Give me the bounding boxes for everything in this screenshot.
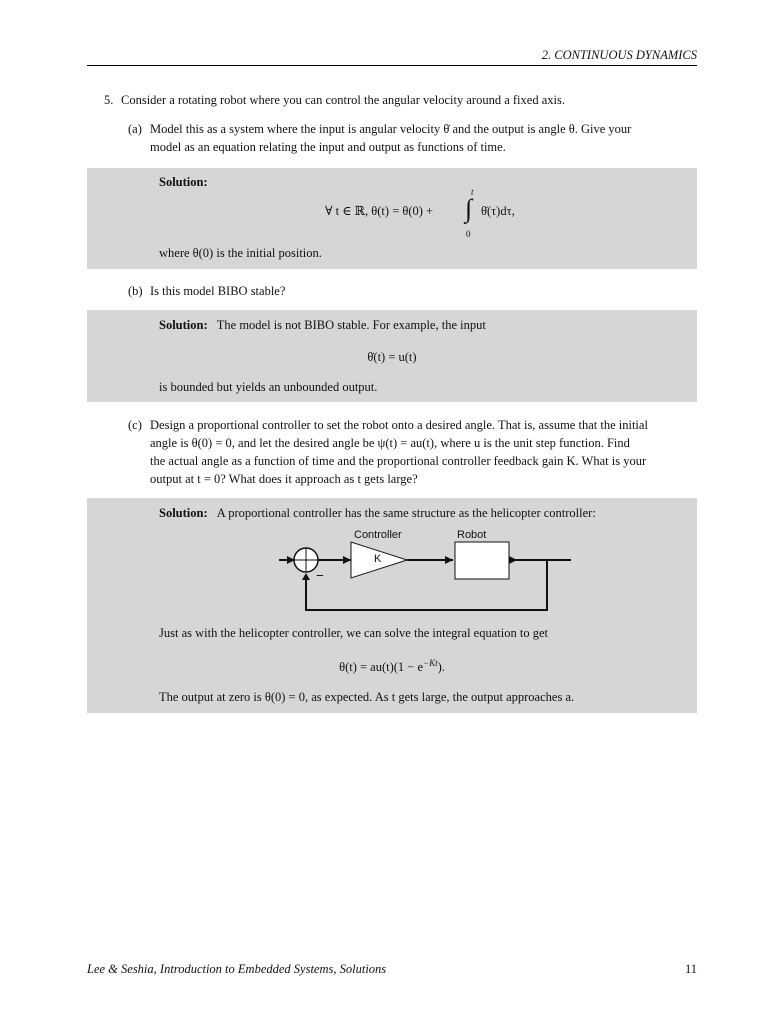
part-c-line1: Design a proportional controller to set the robot onto a desired angle. That is, assume that the initial	[150, 418, 648, 432]
minus-sign: −	[316, 569, 324, 584]
robot-block	[455, 542, 509, 579]
feedback-path	[306, 560, 547, 610]
part-b-question: Is this model BIBO stable?	[150, 284, 286, 298]
controller-arrowhead	[343, 556, 351, 564]
part-a-line2: model as an equation relating the input and output as functions of time.	[150, 140, 506, 154]
solution-c-label: Solution:	[159, 506, 208, 520]
running-header: 2. CONTINUOUS DYNAMICS	[541, 48, 697, 62]
solution-c-conclusion: The output at zero is θ(0) = 0, as expected. As t gets large, the output approaches a.	[159, 690, 575, 704]
integral-lower-limit: 0	[466, 229, 471, 239]
solution-box-c	[87, 498, 697, 713]
solution-b-text: The model is not BIBO stable. For example, the input	[216, 318, 486, 332]
feedback-arrowhead	[302, 573, 310, 580]
header-rule	[87, 65, 697, 66]
problem-number: 5.	[104, 93, 114, 107]
part-c-label: (c)	[128, 418, 142, 432]
feedback-block-diagram	[87, 498, 697, 618]
solution-b-line	[159, 316, 486, 334]
equation-a-rhs: θ̇(τ)dτ,	[481, 204, 515, 218]
equation-c-exponent: −Kt	[423, 658, 438, 668]
integral-sign: ∫	[465, 194, 473, 223]
page-number: 11	[684, 962, 697, 976]
equation-c-end: ).	[437, 660, 445, 675]
problem-statement: Consider a rotating robot where you can control the angular velocity around a fixed axis.	[121, 93, 565, 107]
solution-a-label: Solution:	[159, 175, 208, 189]
solution-b-equation: θ̇(t) = u(t)	[367, 350, 417, 364]
solution-a-equation	[325, 202, 433, 220]
robot-label: Robot	[457, 529, 487, 541]
part-a-line1: Model this as a system where the input is angular velocity θ̇ and the output is angle θ. Give your	[150, 122, 632, 136]
footer-source: Lee & Seshia, Introduction to Embedded Systems, Solutions	[87, 962, 387, 976]
solution-a-after: where θ(0) is the initial position.	[159, 246, 322, 260]
integral-upper-limit: t	[471, 187, 474, 197]
part-c-line4: output at t = 0? What does it approach as t gets large?	[150, 472, 418, 486]
equation-a-lhs: ∀ t ∈ ℝ, θ(t) = θ(0) +	[325, 204, 434, 218]
part-c-line3: the actual angle as a function of time and the proportional controller feedback gain K. What is your	[150, 454, 647, 468]
solution-b-label: Solution:	[159, 318, 208, 332]
solution-b-after: is bounded but yields an unbounded output.	[159, 380, 378, 394]
controller-label: Controller	[354, 529, 402, 541]
solution-c-text: A proportional controller has the same structure as the helicopter controller:	[216, 506, 596, 520]
gain-label: K	[374, 553, 382, 565]
part-c-line2: angle is θ(0) = 0, and let the desired angle be ψ(t) = au(t), where u is the unit step function. Find	[150, 436, 630, 450]
solution-box-b	[87, 310, 697, 402]
solution-c-equation	[87, 654, 697, 676]
solution-c-after-diagram: Just as with the helicopter controller, we can solve the integral equation to get	[159, 626, 548, 640]
output-arrowhead	[509, 556, 517, 564]
robot-arrowhead	[445, 556, 453, 564]
equation-c-main: θ(t) = au(t)(1 − e	[339, 660, 424, 675]
part-b-label: (b)	[128, 284, 143, 298]
part-a-label: (a)	[128, 122, 142, 136]
solution-box-a	[87, 168, 697, 269]
